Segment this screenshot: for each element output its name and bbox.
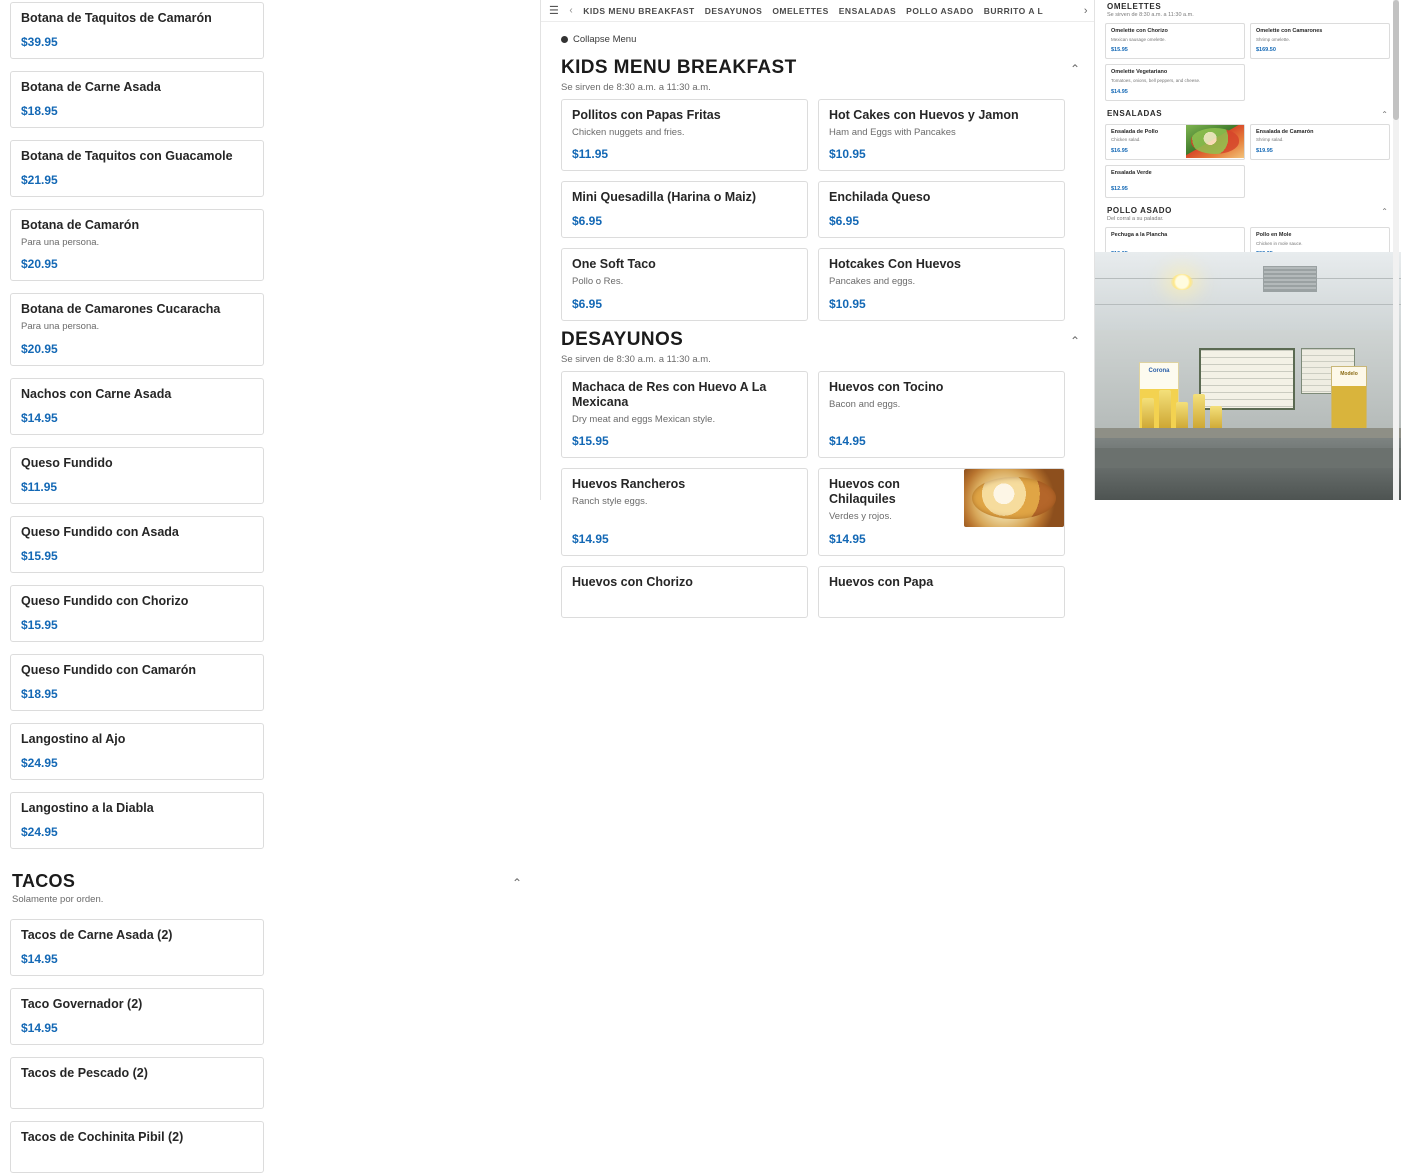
menu-item-price: $15.95: [572, 434, 609, 449]
photo-ceiling-vent: [1263, 266, 1317, 292]
menu-item-card[interactable]: [10, 293, 264, 365]
menu-item-title: Langostino a la Diabla: [21, 800, 154, 815]
photo-ceiling-line: [1095, 278, 1401, 279]
menu-item-price: $10.95: [829, 147, 866, 162]
menu-item-title: Queso Fundido con Chorizo: [21, 593, 189, 608]
nav-forward-arrow-icon[interactable]: ›: [1083, 4, 1088, 17]
menu-item-card[interactable]: [818, 566, 1065, 618]
menu-item-card[interactable]: [10, 792, 264, 849]
photo-ceiling-line: [1095, 304, 1401, 305]
photo-ceiling: [1095, 252, 1401, 330]
menu-item-card[interactable]: [561, 248, 808, 320]
section-header-tacos[interactable]: [10, 861, 526, 907]
menu-item-title: Queso Fundido: [21, 455, 113, 470]
menu-item-description: Para una persona.: [21, 237, 100, 248]
menu-item-description: Ham and Eggs with Pancakes: [829, 127, 956, 138]
photo-ceiling-light: [1171, 274, 1193, 290]
menu-item-price: $169.50: [1256, 47, 1276, 54]
menu-item-card[interactable]: [10, 71, 264, 128]
menu-item-description: Shrimp omelette.: [1256, 36, 1291, 42]
menu-item-description: Chicken in mole sauce.: [1256, 240, 1303, 246]
menu-item-photo: [1186, 125, 1244, 158]
modelo-label: Modelo: [1340, 371, 1358, 377]
photo-modelo-sign: [1331, 366, 1367, 432]
menu-item-price: $39.95: [21, 35, 58, 49]
menu-item-price: $12.95: [1111, 185, 1128, 192]
chevron-up-icon[interactable]: ⌃: [1069, 62, 1080, 76]
section-title: TACOS: [12, 870, 76, 891]
section-header-pollo-asado[interactable]: [1103, 204, 1392, 225]
menu-item-card[interactable]: [1105, 124, 1245, 160]
menu-item-price: $6.95: [829, 214, 860, 229]
vertical-scrollbar[interactable]: [1393, 0, 1399, 500]
menu-item-title: Mini Quesadilla (Harina o Maiz): [572, 190, 757, 205]
menu-item-description: Bacon and eggs.: [829, 398, 901, 410]
corona-label: Corona: [1148, 368, 1170, 374]
menu-item-price: $20.95: [21, 257, 58, 272]
nav-item-omelettes[interactable]: OMELETTES: [772, 5, 829, 16]
menu-item-price: $18.95: [21, 104, 58, 118]
right-preview-column: [1094, 0, 1400, 500]
menu-item-title: Enchilada Queso: [829, 190, 931, 205]
menu-item-card[interactable]: [10, 1057, 264, 1109]
center-menu-column: [540, 0, 1094, 589]
menu-item-card[interactable]: [1250, 124, 1390, 160]
kids-menu-grid: [541, 99, 1094, 321]
nav-back-arrow-icon[interactable]: ‹: [569, 5, 574, 16]
menu-item-title: Tacos de Pescado (2): [21, 1065, 148, 1080]
section-subtitle: [1103, 118, 1162, 122]
menu-item-description: Shrimp salad.: [1256, 137, 1284, 143]
section-subtitle: Se sirven de 8:30 a.m. a 11:30 a.m.: [1107, 12, 1194, 18]
menu-icon[interactable]: ☰: [549, 5, 560, 17]
menu-item-description: Pancakes and eggs.: [829, 276, 916, 288]
section-title: OMELETTES: [1107, 2, 1162, 11]
menu-item-card[interactable]: [10, 209, 264, 281]
menu-item-title: Ensalada de Camarón: [1256, 128, 1314, 135]
section-header-ensaladas[interactable]: [1103, 107, 1392, 122]
desayunos-grid: [541, 371, 1094, 618]
menu-item-card[interactable]: [1105, 64, 1245, 100]
collapse-dot-icon: [561, 36, 568, 43]
menu-item-description: Dry meat and eggs Mexican style.: [572, 413, 716, 425]
restaurant-interior-photo: [1095, 252, 1401, 500]
section-header-desayunos[interactable]: [541, 321, 1094, 371]
menu-item-card[interactable]: [10, 378, 264, 435]
menu-item-price: $14.95: [829, 434, 866, 449]
menu-item-title: Hot Cakes con Huevos y Jamon: [829, 108, 1019, 122]
menu-item-price: $15.95: [21, 617, 58, 632]
menu-item-card[interactable]: [818, 99, 1065, 171]
menu-item-description: Ranch style eggs.: [572, 496, 648, 508]
menu-item-title: Huevos con Tocino: [829, 379, 944, 394]
section-subtitle: Solamente por orden.: [12, 893, 104, 905]
menu-item-price: $24.95: [21, 755, 58, 770]
menu-item-title: One Soft Taco: [572, 257, 656, 272]
menu-item-price: $20.95: [21, 341, 58, 356]
photo-shelf: [1095, 428, 1401, 438]
menu-item-card[interactable]: [10, 585, 264, 642]
menu-item-title: Omelette con Camarones: [1256, 28, 1323, 34]
menu-item-card[interactable]: [1105, 23, 1245, 59]
menu-item-title: Machaca de Res con Huevo A La Mexicana: [572, 379, 767, 409]
menu-item-card[interactable]: [818, 181, 1065, 238]
menu-item-title: Ensalada Verde: [1111, 169, 1152, 176]
menu-item-description: Mexican sausage omelette.: [1111, 36, 1166, 42]
menu-item-title: Botana de Taquitos con Guacamole: [21, 149, 233, 163]
menu-item-card[interactable]: [10, 723, 264, 780]
section-header-kids-menu-breakfast[interactable]: [541, 49, 1094, 99]
menu-item-price: $14.95: [1111, 88, 1128, 95]
menu-item-description: Chicken nuggets and fries.: [572, 127, 685, 138]
nav-item-burrito[interactable]: BURRITO A L: [983, 5, 1044, 16]
menu-item-price: $14.95: [829, 531, 866, 546]
menu-item-title: Pollo en Mole: [1256, 231, 1292, 238]
menu-item-price: $14.95: [21, 410, 58, 425]
menu-item-price: $11.95: [21, 479, 58, 494]
menu-item-description: Para una persona.: [21, 321, 100, 333]
menu-item-description: Verdes y rojos.: [829, 511, 892, 523]
section-subtitle: Se sirven de 8:30 a.m. a 11:30 a.m.: [561, 353, 711, 365]
menu-item-card[interactable]: [818, 371, 1065, 458]
nav-item-kids-menu-breakfast[interactable]: KIDS MENU BREAKFAST: [583, 5, 695, 16]
menu-item-title: Huevos Rancheros: [572, 477, 686, 492]
menu-item-card[interactable]: [1250, 23, 1390, 59]
menu-item-title: Botana de Carne Asada: [21, 80, 161, 94]
menu-item-title: Botana de Taquitos de Camarón: [21, 11, 212, 25]
category-nav-bar[interactable]: [541, 0, 1094, 22]
section-title: KIDS MENU BREAKFAST: [561, 57, 797, 78]
menu-item-title: Queso Fundido con Asada: [21, 524, 179, 539]
menu-item-card[interactable]: [561, 181, 808, 238]
menu-item-price: $11.95: [572, 147, 609, 162]
menu-item-card[interactable]: [561, 371, 808, 458]
menu-item-price: $24.95: [21, 824, 58, 839]
menu-item-price: $6.95: [572, 296, 603, 311]
menu-item-title: Huevos con Papa: [829, 574, 934, 589]
chevron-up-icon[interactable]: ⌃: [511, 875, 522, 890]
section-header-omelettes[interactable]: [1103, 0, 1392, 21]
left-card-grid: [10, 0, 526, 1173]
menu-item-title: Omelette con Chorizo: [1111, 28, 1168, 34]
menu-item-card[interactable]: [10, 919, 264, 976]
menu-item-title: Nachos con Carne Asada: [21, 386, 172, 401]
menu-item-price: $21.95: [21, 173, 58, 187]
menu-item-price: $15.95: [1111, 47, 1128, 54]
menu-item-card[interactable]: [818, 468, 1065, 555]
collapse-menu-label: Collapse Menu: [573, 34, 637, 45]
photo-bottles: [1125, 374, 1245, 432]
section-subtitle: Se sirven de 8:30 a.m. a 11:30 a.m.: [561, 82, 711, 93]
menu-item-description: Pollo o Res.: [572, 276, 624, 288]
preview-pane: [1095, 0, 1400, 269]
ensaladas-grid: [1103, 122, 1392, 204]
menu-item-photo: [964, 469, 1064, 527]
nav-item-ensaladas[interactable]: ENSALADAS: [838, 5, 897, 16]
menu-item-title: Queso Fundido con Camarón: [21, 662, 197, 677]
menu-item-title: Tacos de Carne Asada (2): [21, 927, 173, 942]
omelettes-grid: [1103, 21, 1392, 107]
section-title: POLLO ASADO: [1107, 205, 1172, 215]
section-title: ENSALADAS: [1107, 108, 1163, 118]
menu-item-title: Pechuga a la Plancha: [1111, 231, 1168, 238]
menu-item-price: $19.95: [1256, 147, 1273, 154]
menu-item-card[interactable]: [10, 140, 264, 197]
menu-item-title: Botana de Camarón: [21, 218, 140, 232]
menu-item-title: Huevos con Chilaquiles: [829, 477, 900, 507]
menu-item-price: $14.95: [21, 951, 58, 966]
menu-item-card[interactable]: [10, 2, 264, 59]
menu-item-title: Tacos de Cochinita Pibil (2): [21, 1129, 184, 1144]
menu-item-title: Langostino al Ajo: [21, 731, 126, 746]
left-menu-column: [0, 0, 540, 1144]
photo-counter: [1095, 448, 1401, 468]
menu-item-title: Huevos con Chorizo: [572, 574, 693, 589]
section-title: DESAYUNOS: [561, 328, 684, 350]
menu-item-card[interactable]: [10, 516, 264, 573]
menu-item-card[interactable]: [10, 654, 264, 711]
section-subtitle: Del corral a su paladar.: [1107, 215, 1164, 222]
chevron-up-icon[interactable]: ⌃: [1381, 206, 1388, 216]
chevron-up-icon[interactable]: ⌃: [1381, 109, 1388, 119]
menu-item-title: Taco Governador (2): [21, 996, 143, 1011]
chevron-up-icon[interactable]: ⌃: [1069, 333, 1080, 348]
menu-item-card[interactable]: [10, 447, 264, 504]
menu-item-card[interactable]: [818, 248, 1065, 320]
menu-item-title: Omelette Vegetariano: [1111, 69, 1168, 76]
menu-item-price: $18.95: [21, 686, 58, 701]
menu-item-price: $10.95: [829, 296, 866, 311]
menu-item-card[interactable]: [1105, 165, 1245, 198]
menu-item-card[interactable]: [561, 468, 808, 555]
menu-item-description: Tomatoes, onions, bell peppers, and cheese.: [1111, 78, 1201, 84]
menu-item-title: Hotcakes Con Huevos: [829, 257, 961, 272]
menu-item-price: $6.95: [572, 214, 603, 229]
chevron-icon[interactable]: [1388, 0, 1392, 3]
menu-item-price: $16.95: [1111, 147, 1128, 154]
menu-item-description: Chicken salad.: [1111, 137, 1141, 143]
menu-item-card[interactable]: [561, 99, 808, 171]
nav-item-desayunos[interactable]: DESAYUNOS: [704, 5, 763, 16]
menu-item-title: Pollitos con Papas Fritas: [572, 108, 721, 122]
menu-item-price: $14.95: [572, 531, 609, 546]
menu-item-card[interactable]: [10, 1121, 264, 1173]
collapse-menu-button[interactable]: [541, 22, 1094, 49]
menu-item-card[interactable]: [10, 988, 264, 1045]
menu-item-price: $14.95: [21, 1020, 58, 1035]
menu-item-title: Botana de Camarones Cucaracha: [21, 302, 221, 317]
menu-item-price: $15.95: [21, 548, 58, 563]
nav-item-pollo-asado[interactable]: POLLO ASADO: [906, 5, 974, 16]
menu-item-card[interactable]: [561, 566, 808, 618]
menu-item-title: Ensalada de Pollo: [1111, 128, 1159, 135]
